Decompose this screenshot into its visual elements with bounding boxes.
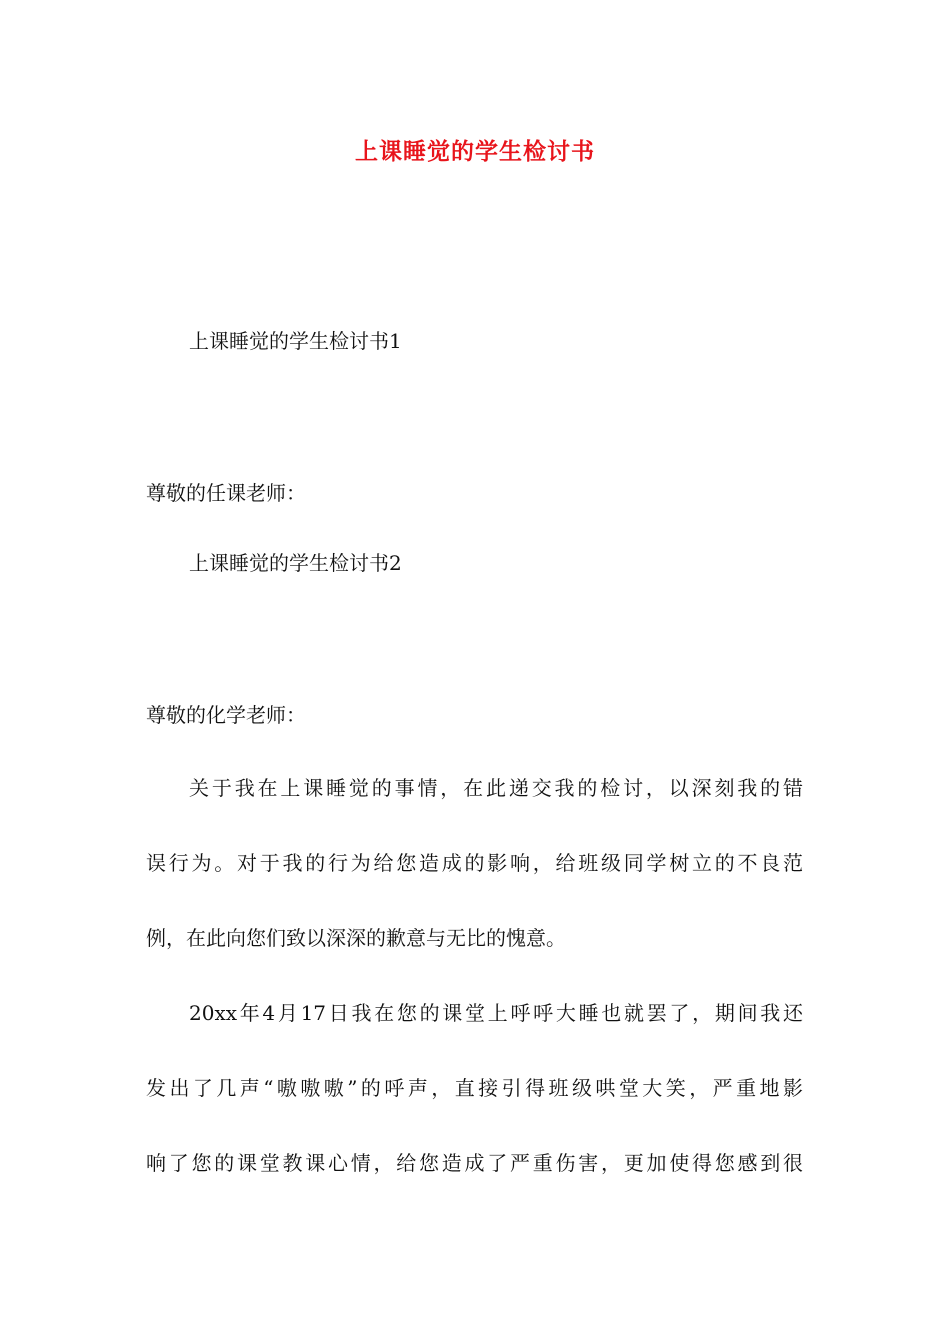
paragraph-2-line-2: 发出了几声“嗷嗷嗷”的呼声，直接引得班级哄堂大笑，严重地影 [146,1076,803,1100]
document-title: 上课睡觉的学生检讨书 [355,138,595,165]
salutation-1: 尊敬的任课老师： [146,481,306,505]
paragraph-2-line-1: 20xx年4月17日我在您的课堂上呼呼大睡也就罢了，期间我还 [189,1001,803,1025]
paragraph-2-line-3: 响了您的课堂教课心情，给您造成了严重伤害，更加使得您感到很 [146,1151,803,1175]
section-heading-1: 上课睡觉的学生检讨书1 [189,329,402,353]
section-heading-2: 上课睡觉的学生检讨书2 [189,551,402,575]
paragraph-1-line-2: 误行为。对于我的行为给您造成的影响，给班级同学树立的不良范 [146,851,803,875]
paragraph-1-line-3: 例，在此向您们致以深深的歉意与无比的愧意。 [146,926,566,950]
paragraph-1-line-1: 关于我在上课睡觉的事情，在此递交我的检讨，以深刻我的错 [189,776,803,800]
salutation-2: 尊敬的化学老师： [146,703,306,727]
